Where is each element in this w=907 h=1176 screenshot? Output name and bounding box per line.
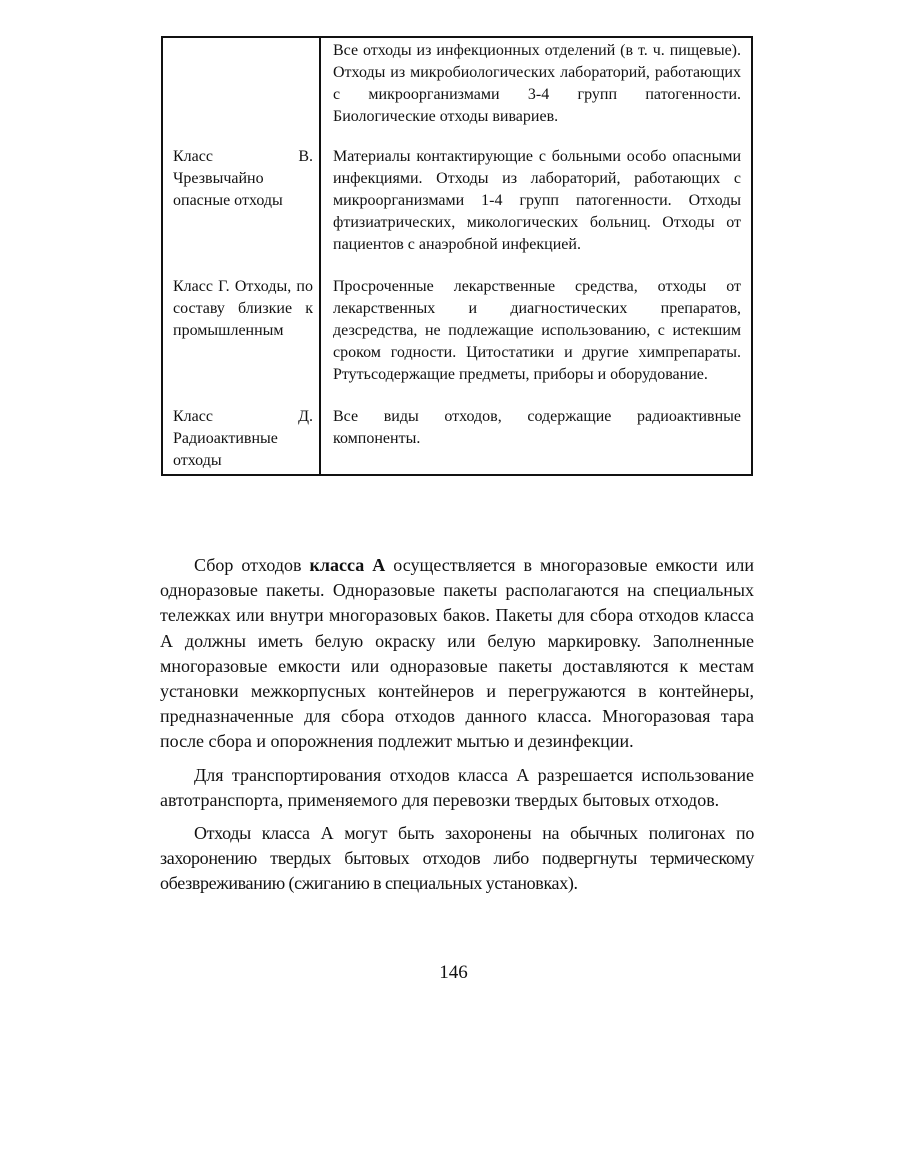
class-label: Класс В. Чрезвычайно опасные отходы [173, 148, 313, 209]
class-cell [162, 406, 320, 475]
class-label: Класс Г. Отходы, по составу близкие к промышленным [173, 278, 313, 339]
table-row [162, 146, 752, 276]
class-cell [162, 146, 320, 276]
class-cell [162, 37, 320, 146]
class-label: Класс Д. Радиоактивные отходы [173, 408, 313, 469]
table-row [162, 276, 752, 406]
paragraph-text: Сбор отходов [194, 555, 310, 575]
paragraph-transport: Для транспортирования отходов класса А разрешается использование автотранспорта, применяемого для перевозки твердых бытовых отходов. [160, 764, 754, 810]
class-description: Все отходы из инфекционных отделений (в т. ч. пищевые). Отходы из микробиологических лабораторий, работающих с микроорганизмами 3-4 групп патогенности. Биологические отходы вивариев. [333, 42, 741, 125]
paragraph-disposal: Отходы класса А могут быть захоронены на обычных полигонах по захоронению твердых бытовых отходов либо подвергнуты термическому обезвреживанию (сжиганию в специальных установках). [160, 823, 754, 894]
description-cell [320, 276, 752, 406]
table-row [162, 406, 752, 475]
class-description: Материалы контактирующие с больными особо опасными инфекциями. Отходы из лабораторий, работающих с микроорганизмами 1-4 групп патогенности. Отходы фтизиатрических, микологических больниц. Отходы от пациентов с анаэробной инфекцией. [333, 148, 741, 253]
class-description: Просроченные лекарственные средства, отходы от лекарственных и диагностических препаратов, дезсредства, не подлежащие использованию, с истекшим сроком годности. Цитостатики и другие химпрепараты. Ртутьсодержащие предметы, приборы и оборудование. [333, 278, 741, 383]
description-cell [320, 37, 752, 146]
paragraph-collection [160, 553, 754, 755]
paragraph-text: осуществляется в многоразовые емкости или одноразовые пакеты. Одноразовые пакеты располагаются на специальных тележках или внутри многоразовых баков. Пакеты для сбора отходов класса А должны иметь белую окраску или белую маркировку. Заполненные многоразовые емкости или одноразовые пакеты доставляются к местам установки межкорпусных контейнеров и перегружаются в контейнеры, предназначенные для сбора отходов данного класса. Многоразовая тара после сбора и опорожнения подлежит мытью и дезинфекции. [160, 555, 755, 752]
description-cell [320, 406, 752, 475]
bold-term: класса А [309, 555, 386, 575]
table-row [162, 37, 752, 146]
description-cell [320, 146, 752, 276]
class-cell [162, 276, 320, 406]
body-text [160, 553, 754, 905]
class-description: Все виды отходов, содержащие радиоактивные компоненты. [333, 408, 741, 447]
waste-classes-table [161, 36, 753, 476]
page-number: 146 [439, 962, 468, 983]
